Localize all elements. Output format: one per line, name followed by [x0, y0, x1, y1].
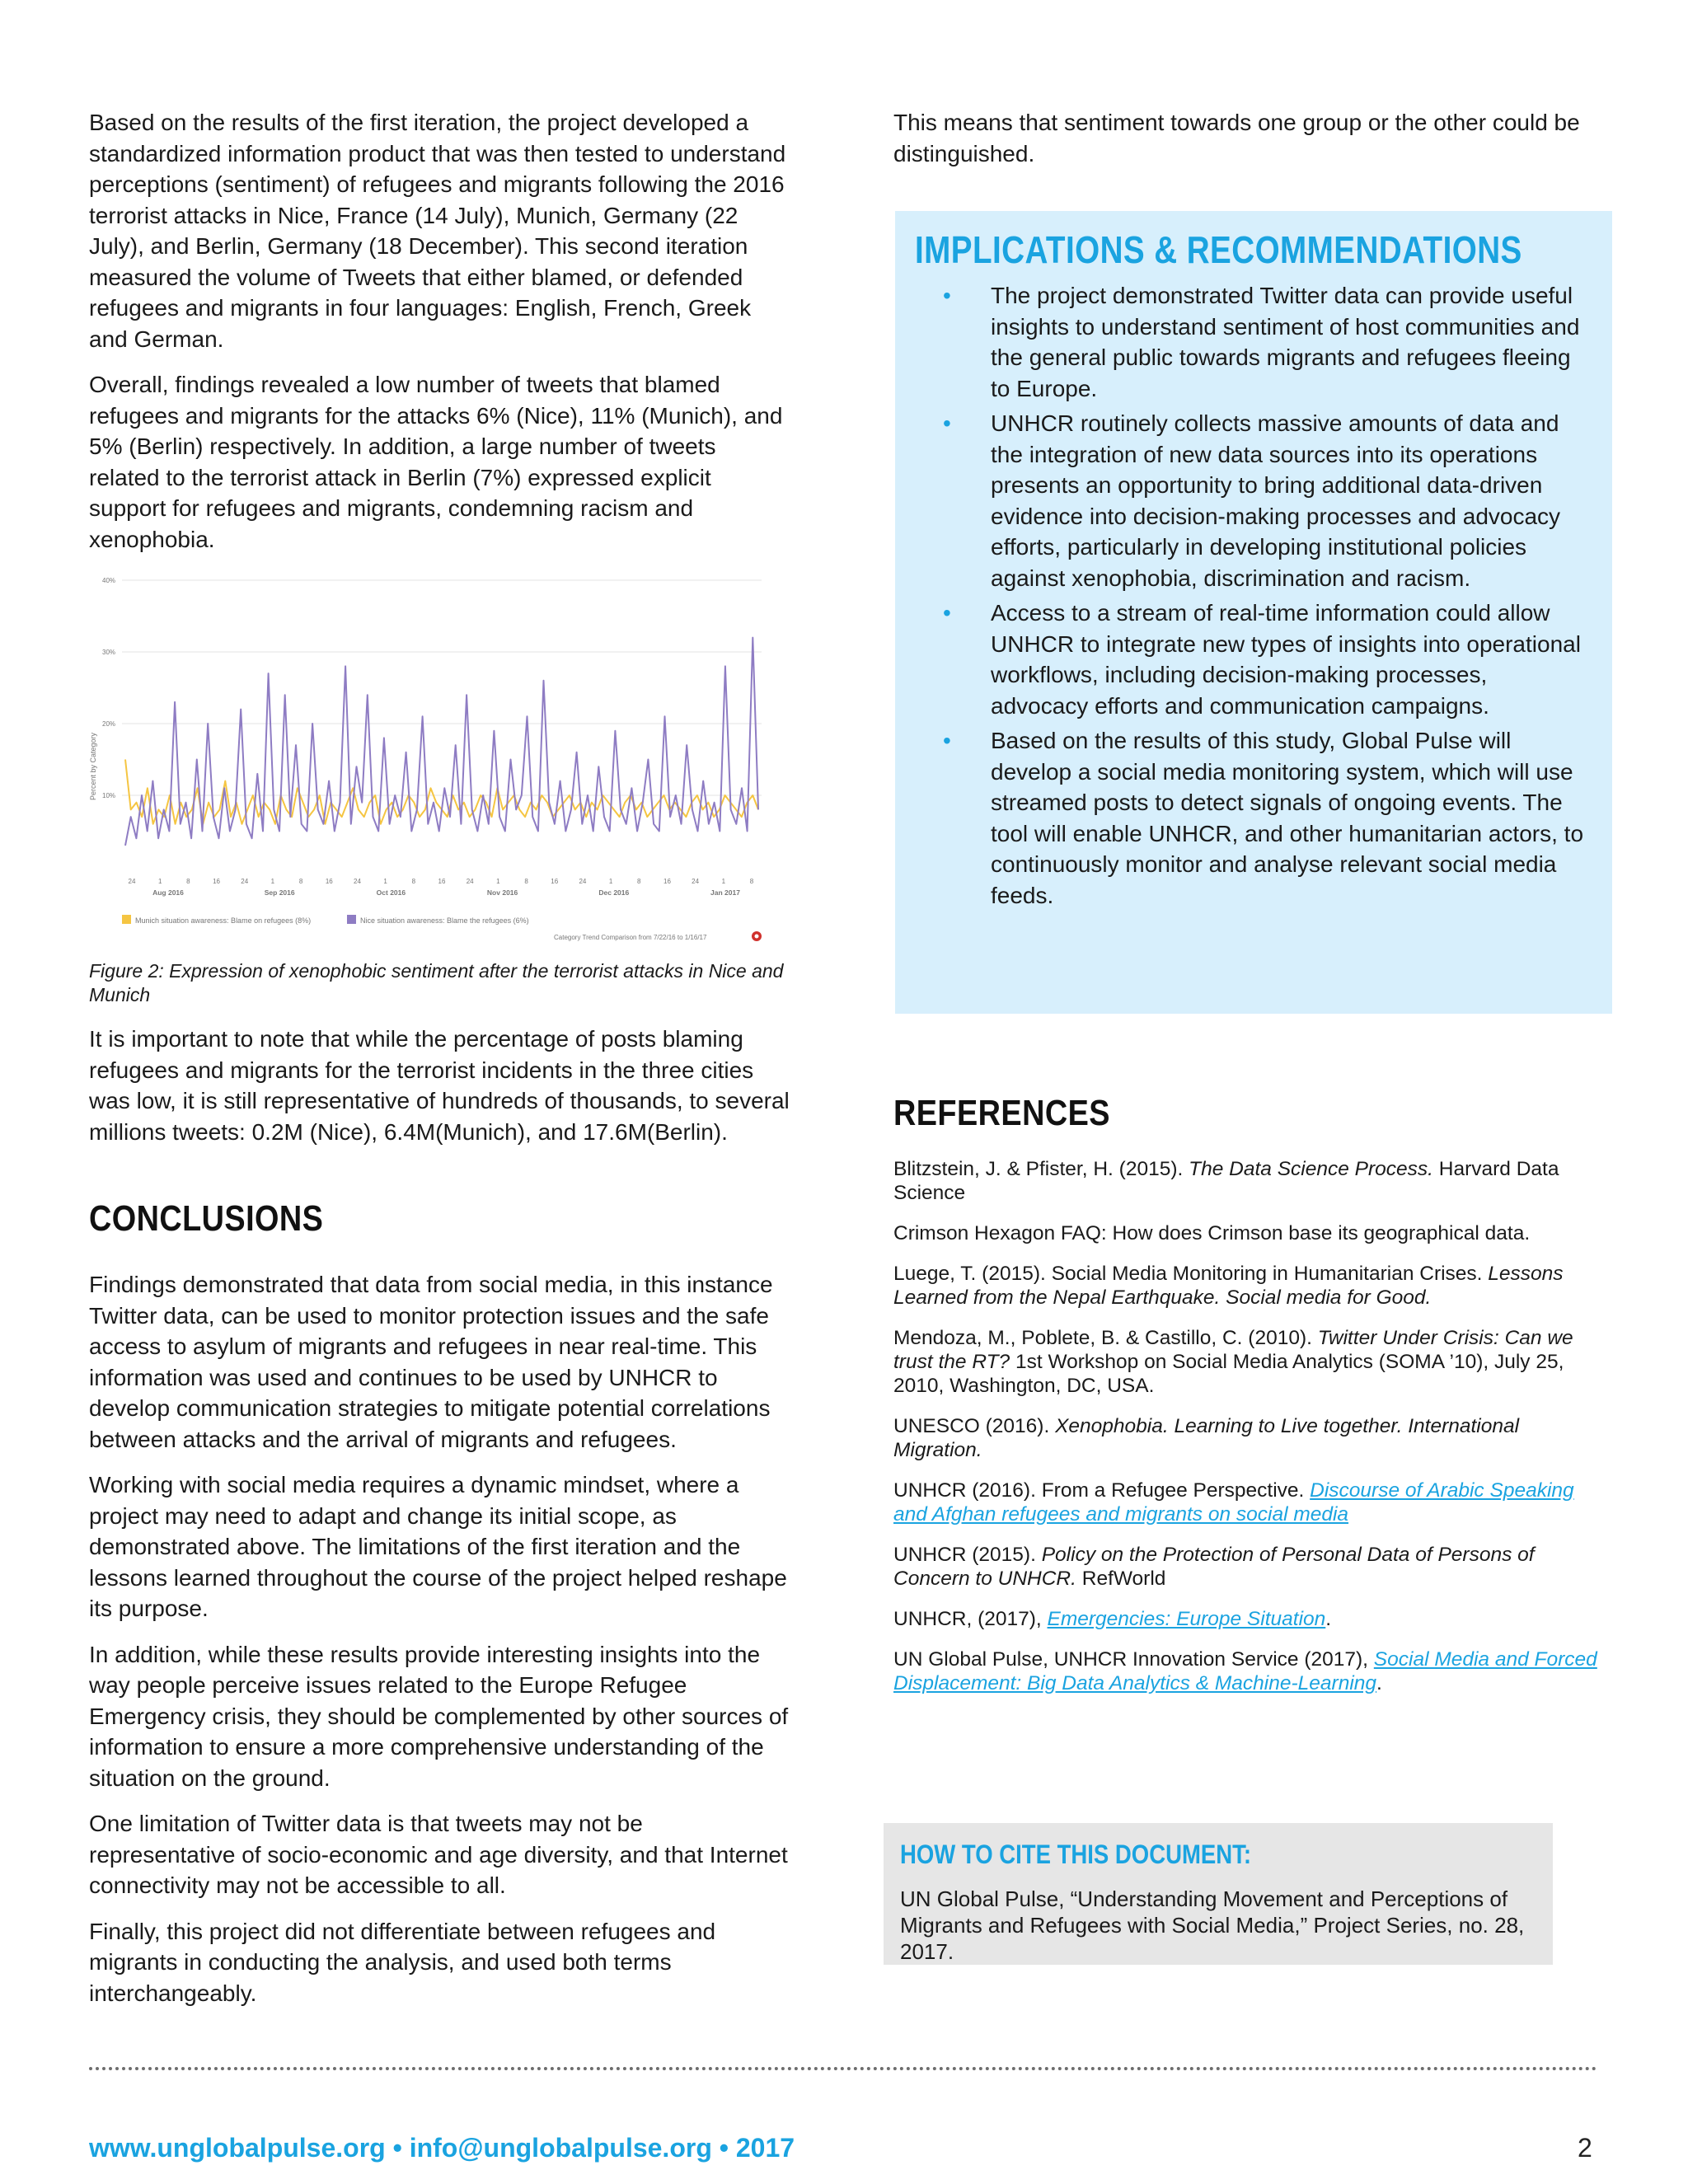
chart-x-tick-label: 8: [411, 878, 416, 885]
chart-x-tick-label: 24: [241, 878, 249, 885]
conclusion-paragraph: Findings demonstrated that data from social media, in this instance Twitter data, can be used to monitor protection issues and the safe access to asylum of migrants and refugees in near real-time. This information was used and continues to be used by UNHCR to develop communication strategies to mitigate potential correlations between attacks and the arrival of migrants and refugees.: [89, 1272, 773, 1452]
sentiment-line-chart: [89, 569, 781, 948]
chart-x-tick-label: 16: [438, 878, 446, 885]
reference-item: UNHCR, (2017), Emergencies: Europe Situation.: [893, 1608, 1332, 1630]
bullet-icon: •: [943, 728, 951, 753]
reference-item: UNHCR (2016). From a Refugee Perspective. Discourse of Arabic Speaking and Afghan refugees and migrants on social media: [893, 1479, 1574, 1526]
implication-item: • The project demonstrated Twitter data can provide useful insights to understand sentiment of host communities and the general public towards migrants and refugees fleeing to Europe.: [895, 280, 1587, 404]
chart-x-tick-label: 1: [721, 878, 726, 885]
cite-heading: HOW TO CITE THIS DOCUMENT:: [900, 1840, 1252, 1869]
cite-box: [884, 1823, 1553, 1965]
legend-label-munich: Munich situation awareness: Blame on refugees (8%): [135, 916, 312, 925]
chart-month-label: Dec 2016: [598, 888, 630, 897]
chart-x-tick-label: 8: [186, 878, 190, 885]
reference-link-europe-situation[interactable]: Emergencies: Europe Situation: [1047, 1608, 1326, 1630]
implications-box: [895, 211, 1612, 1014]
chart-x-tick-label: 16: [325, 878, 333, 885]
chart-x-tick-label: 24: [128, 878, 136, 885]
chart-x-tick-label: 8: [524, 878, 528, 885]
chart-x-tick-label: 24: [692, 878, 700, 885]
implication-item: • Based on the results of this study, Global Pulse will develop a social media monitoring system, which will use streamed posts to detect signals of ongoing events. The tool will enable UNHCR, and other humanitarian actors, to continuously monitor and analyse relevant social media feeds.: [895, 725, 1587, 911]
references-heading: REFERENCES: [893, 1093, 1110, 1133]
implication-item: • Access to a stream of real-time information could allow UNHCR to integrate new types of insights into operational workflows, including decision-making processes, advocacy efforts and communication campaigns.: [895, 598, 1587, 721]
chart-y-axis-label: Percent by Category: [89, 732, 97, 801]
chart-x-tick-label: 1: [157, 878, 162, 885]
reference-item: UNESCO (2016). Xenophobia. Learning to Live together. International Migration.: [893, 1415, 1520, 1461]
bullet-icon: •: [943, 283, 951, 308]
left-column: [89, 107, 791, 569]
intro-paragraph: This means that sentiment towards one group or the other could be distinguished.: [893, 110, 1580, 166]
chart-commentary: [89, 1024, 791, 1162]
right-column: [893, 107, 1615, 184]
chart-x-tick-label: 8: [298, 878, 303, 885]
chart-month-label: Oct 2016: [376, 888, 406, 897]
chart-y-tick-label: 20%: [102, 720, 116, 728]
chart-x-tick-label: 1: [383, 878, 387, 885]
chart-svg: [89, 569, 781, 948]
chart-month-label: Jan 2017: [710, 888, 740, 897]
body-paragraph-1: Based on the results of the first iteration, the project developed a standardized information product that was then tested to understand perceptions (sentiment) of refugees and migrants following the 2016 terrorist attacks in Nice, France (14 July), Munich, Germany (22 July), and Berlin, Germany (18 December). This second iteration measured the volume of Tweets that either blamed, or defended refugees and migrants in four languages: English, French, Greek and German.: [89, 110, 786, 352]
footer-divider: [89, 2067, 1597, 2070]
chart-month-label: Sep 2016: [264, 888, 295, 897]
bullet-icon: •: [943, 600, 951, 626]
series-line-nice: [125, 638, 758, 846]
reference-item: Crimson Hexagon FAQ: How does Crimson base its geographical data.: [893, 1222, 1531, 1244]
chart-x-tick-label: 16: [551, 878, 559, 885]
footer-contact[interactable]: www.unglobalpulse.org • info@unglobalpulse.org • 2017: [89, 2133, 795, 2163]
references-section: [893, 1093, 1612, 1712]
chart-y-tick-label: 10%: [102, 792, 116, 799]
reference-link-unhcr-2016[interactable]: Discourse of Arabic Speaking and Afghan refugees and migrants on social media: [893, 1479, 1574, 1526]
legend-swatch-munich: [122, 915, 131, 924]
chart-x-tick-label: 16: [663, 878, 671, 885]
chart-x-tick-label: 8: [637, 878, 641, 885]
chart-y-tick-label: 40%: [102, 577, 116, 584]
conclusion-paragraph: One limitation of Twitter data is that tweets may not be representative of socio-economic and age diversity, and that Internet connectivity may not be accessible to all.: [89, 1811, 788, 1898]
conclusions-section: [89, 1198, 791, 2023]
conclusion-paragraph: In addition, while these results provide interesting insights into the way people perceive issues related to the Europe Refugee Emergency crisis, they should be complemented by other sources of information to ensure a more comprehensive understanding of the situation on the ground.: [89, 1641, 789, 1791]
chart-footnote: Category Trend Comparison from 7/22/16 to 1/16/17: [554, 934, 707, 941]
chart-x-tick-label: 24: [354, 878, 361, 885]
chart-x-tick-label: 8: [749, 878, 754, 885]
chart-x-tick-label: 16: [213, 878, 220, 885]
implications-list: [895, 280, 1587, 915]
reference-item: Mendoza, M., Poblete, B. & Castillo, C. (2010). Twitter Under Crisis: Can we trust the RT? 1st Workshop on Social Media Analytics (SOMA ’10), July 25, 2010, Washington, DC, USA.: [893, 1327, 1573, 1397]
body-paragraph-3: It is important to note that while the percentage of posts blaming refugees and migrants for the terrorist incidents in the three cities was low, it is still representative of hundreds of thousands, to several millions tweets: 0.2M (Nice), 6.4M(Munich), and 17.6M(Berlin).: [89, 1026, 790, 1145]
reference-item: UN Global Pulse, UNHCR Innovation Service (2017), Social Media and Forced Displacement: Big Data Analytics & Machine-Learning.: [893, 1648, 1597, 1694]
reference-item: UNHCR (2015). Policy on the Protection of Personal Data of Persons of Concern to UNHCR. RefWorld: [893, 1544, 1535, 1590]
implication-item: • UNHCR routinely collects massive amounts of data and the integration of new data sources into its operations presents an opportunity to bring additional data-driven evidence into decision-making processes and advocacy efforts, particularly in developing institutional policies against xenophobia, discrimination and racism.: [895, 408, 1587, 593]
conclusion-paragraph: Finally, this project did not differentiate between refugees and migrants in conducting the analysis, and used both terms interchangeably.: [89, 1918, 716, 2006]
legend-swatch-nice: [347, 915, 356, 924]
legend-label-nice: Nice situation awareness: Blame the refugees (6%): [360, 916, 529, 925]
reference-item: Blitzstein, J. & Pfister, H. (2015). The Data Science Process. Harvard Data Science: [893, 1158, 1559, 1204]
chart-x-tick-label: 1: [496, 878, 500, 885]
chart-x-tick-label: 1: [270, 878, 275, 885]
cite-text: UN Global Pulse, “Understanding Movement and Perceptions of Migrants and Refugees with Social Media,” Project Series, no. 28, 2017.: [900, 1886, 1525, 1964]
implications-heading: IMPLICATIONS & RECOMMENDATIONS: [915, 228, 1522, 271]
chart-y-tick-label: 30%: [102, 649, 116, 656]
body-paragraph-2: Overall, findings revealed a low number of tweets that blamed refugees and migrants for the attacks 6% (Nice), 11% (Munich), and 5% (Berlin) respectively. In addition, a large number of tweets related to the terrorist attack in Berlin (7%) expressed explicit support for refugees and migrants, condemning racism and xenophobia.: [89, 372, 783, 552]
reference-link-social-media[interactable]: Social Media and Forced Displacement: Big Data Analytics & Machine-Learning: [893, 1648, 1597, 1694]
chart-month-label: Nov 2016: [486, 888, 518, 897]
conclusion-paragraph: Working with social media requires a dynamic mindset, where a project may need to adapt and change its initial scope, as demonstrated above. The limitations of the first iteration and the lessons learned throughout the course of the project helped reshape its purpose.: [89, 1472, 787, 1621]
chart-x-tick-label: 1: [608, 878, 613, 885]
reference-item: Luege, T. (2015). Social Media Monitoring in Humanitarian Crises. Lessons Learned from the Nepal Earthquake. Social media for Good.: [893, 1263, 1564, 1309]
conclusions-heading: CONCLUSIONS: [89, 1198, 324, 1239]
chart-x-tick-label: 24: [466, 878, 474, 885]
page-number: 2: [1578, 2133, 1592, 2163]
settings-gear-icon[interactable]: [752, 931, 762, 941]
bullet-icon: •: [943, 410, 951, 436]
figure-caption: Figure 2: Expression of xenophobic sentiment after the terrorist attacks in Nice and Munich: [89, 960, 784, 1005]
chart-x-tick-label: 24: [579, 878, 587, 885]
chart-month-label: Aug 2016: [152, 888, 184, 897]
